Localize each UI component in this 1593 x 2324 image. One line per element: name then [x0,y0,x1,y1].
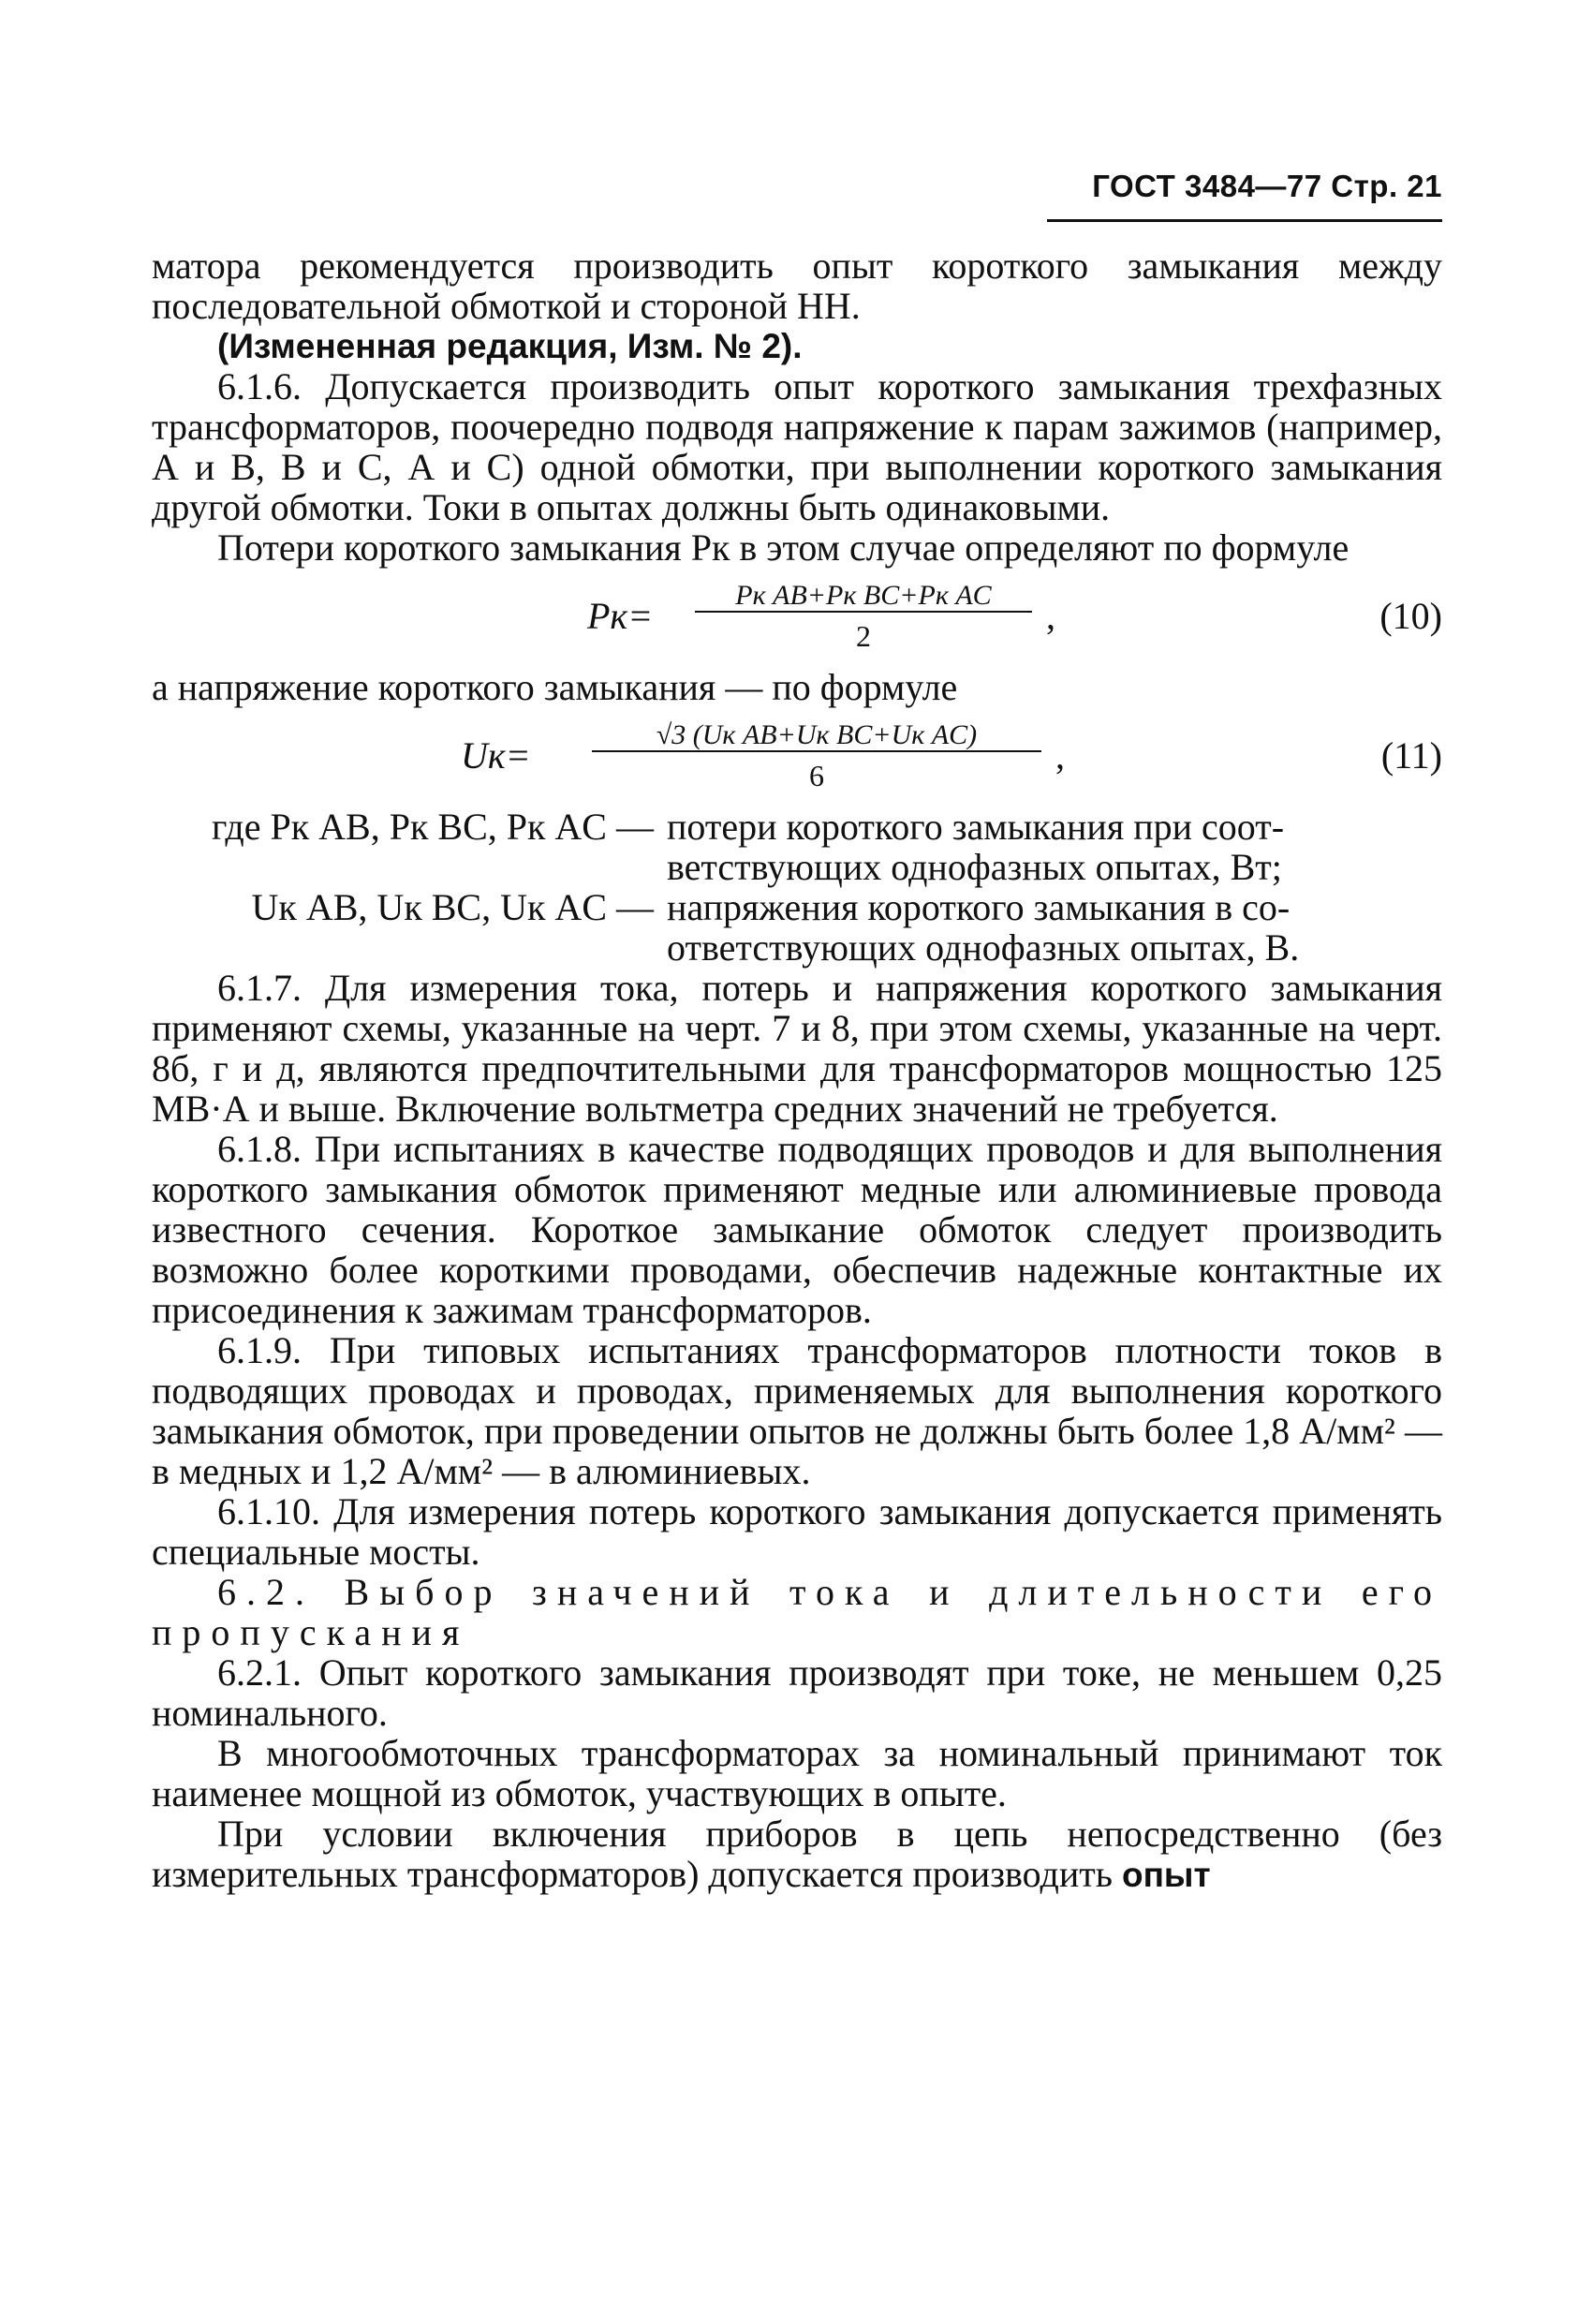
clause-6-1-7: 6.1.7. Для измерения тока, потерь и напряжения короткого замыкания применяют схемы, указанные на черт. 7 и 8, при этом схемы, указанные на черт. 8б, г и д, являются предпочтительными для трансформаторов мощностью 125 МВ·А и выше. Включение вольтметра средних значений не требуется. [152,967,1442,1130]
clause-6-2-1: 6.2.1. Опыт короткого замыкания производят при токе, не меньшем 0,25 номинального. [152,1651,1442,1734]
formula-10-denominator: 2 [856,619,871,653]
definition-voltages-text: напряжения короткого замыкания в со- [667,886,1291,928]
amendment-note: (Измененная редакция, Изм. № 2). [217,327,803,365]
formula-10-numerator: Pк AB+Pк BC+Pк AC [735,580,992,611]
definition-voltages [152,887,1442,927]
formula-10-fraction-bar [695,611,1032,613]
clause-6-1-8: 6.1.8. При испытаниях в качестве подводящих проводов и для выполнения короткого замыкания обмоток применяют медные или алюминиевые провода известного сечения. Короткое замыкание обмоток следует производить возможно более короткими проводами, обеспечив надежные контактные их присоединения к зажимам трансформаторов. [152,1128,1442,1331]
formula-11-numerator: √3 (Uк AB+Uк BC+Uк AC) [656,719,978,750]
multiwinding-paragraph: В многообмоточных трансформаторах за номинальный принимают ток наименее мощной из обмоток, участвующих в опыте. [152,1732,1442,1814]
formula-11-number: (11) [1380,734,1442,777]
direct-connection-text: При условии включения приборов в цепь непосредственно (без измерительных трансформаторов) допускается производить [152,1813,1442,1895]
formula-11 [152,715,1442,799]
formula-10 [152,575,1442,659]
clause-6-1-9: 6.1.9. При типовых испытаниях трансформаторов плотности токов в подводящих проводах и проводах, применяемых для выполнения короткого замыкания обмоток, при проведении опытов не должны быть более 1,8 А/мм² — в медных и 1,2 А/мм² — в алюминиевых. [152,1329,1442,1492]
formula-10-comma: , [1046,595,1055,637]
definition-losses [152,807,1442,847]
direct-connection-paragraph [152,1813,1442,1895]
clause-6-1-6: 6.1.6. Допускается производить опыт короткого замыкания трехфазных трансформаторов, поочередно подводя напряжение к парам зажимов (например, А и В, В и С, А и С) одной обмотки, при выполнении короткого замыкания другой обмотки. Токи в опытах должны быть одинаковыми. [152,365,1442,528]
voltage-formula-intro: а напряжение короткого замыкания — по формуле [152,666,958,708]
definition-losses-symbols: где Pк AB, Pк BC, Pк AC — [211,806,654,848]
definition-losses-text: потери короткого замыкания при соот- [667,806,1285,848]
formula-10-number: (10) [1379,595,1442,637]
clause-6-1-10: 6.1.10. Для измерения потерь короткого замыкания допускается применять специальные мосты. [152,1490,1442,1573]
page-body [152,245,1442,1895]
definition-voltages-symbols: Uк AB, Uк BC, Uк AC — [251,886,654,928]
losses-formula-intro: Потери короткого замыкания Pк в этом случае определяют по формуле [217,526,1350,569]
header-rule [1047,219,1442,222]
continued-bold-word: опыт [1121,1856,1211,1894]
definition-losses-continuation: ветствующих однофазных опытах, Вт; [667,846,1282,888]
definition-voltages-continuation: ответствующих однофазных опытах, В. [667,926,1300,969]
symbol-definitions [152,807,1442,968]
paragraph-continued: матора рекомендуется производить опыт короткого замыкания между последовательной обмоткой и стороной НН. [152,244,1442,327]
formula-10-lhs: Pк= [587,595,654,637]
formula-11-lhs: Uк= [461,734,531,777]
section-6-2-heading: 6.2. Выбор значений тока и длительности его пропускания [152,1571,1442,1653]
page-header: ГОСТ 3484—77 Стр. 21 [1092,169,1442,203]
formula-11-fraction-bar [592,750,1041,752]
formula-11-denominator: 6 [809,759,824,792]
formula-11-comma: , [1055,734,1065,777]
